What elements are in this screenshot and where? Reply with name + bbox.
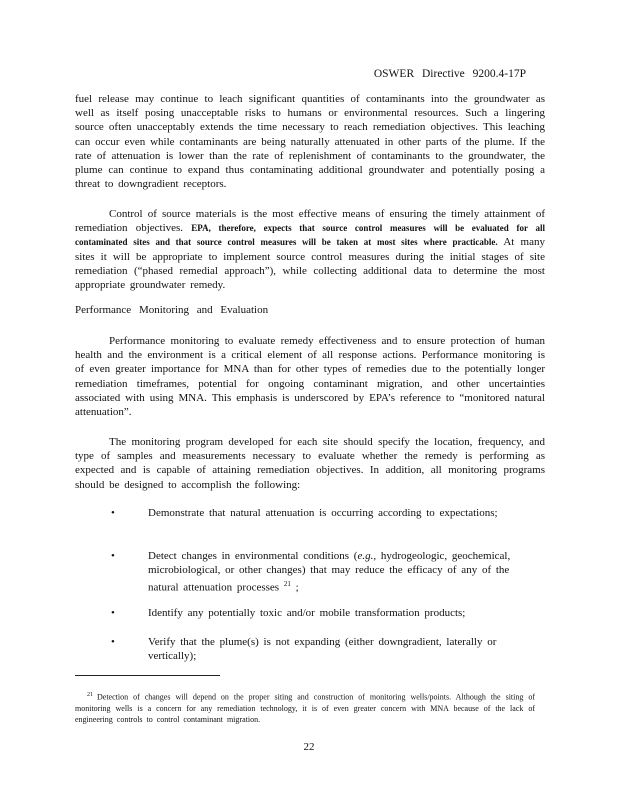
- paragraph-performance-monitoring: Performance monitoring to evaluate remedy effectiveness and to ensure protection of human health and the environment is a critical element of all response actions. Performance monitoring is of even greater importance for MNA than for other types of remedies due to the potentially longer remediation timeframes, potential for ongoing contaminant migration, and other uncertainties associated with using MNA. This emphasis is underscored by EPA’s reference to “monitored natural attenuation”.: [75, 335, 545, 419]
- bullet-text-italic: e.g.: [357, 550, 374, 562]
- bullet-text-part: , hydrogeologic, geochemical, microbiological, or other changes) that may reduce the efficacy of any of the natural attenuation processes: [148, 550, 511, 595]
- directive-header: OSWER Directive 9200.4-17P: [373, 68, 526, 80]
- paragraph-monitoring-program: The monitoring program developed for each site should specify the location, frequency, and type of samples and measurements necessary to evaluate whether the remedy is performing as expected and is capable of attaining remediation objectives. In addition, all monitoring programs should be designed to accomplish the following:: [75, 436, 545, 491]
- bullet-text-part: ;: [295, 582, 299, 595]
- footnote-text: Detection of changes will depend on the proper siting and construction of monitoring wells/points. Although the siting of monitoring wells is a concern for any remediation technology, it is of even greater concern with MNA because of the lack of engineering controls to control contaminant migration.: [75, 692, 535, 724]
- epa-expectation-text: EPA, therefore, expects that source control measures will be evaluated for all contaminated sites and that source control measures will be taken at most sites where practicable.: [75, 223, 545, 248]
- footnote-divider: [75, 675, 220, 676]
- bullet-text-part: Detect changes in environmental conditions (: [148, 550, 358, 562]
- bullet-dot: •: [111, 550, 115, 562]
- footnote-reference: 21: [283, 580, 291, 589]
- bullet-text: Identify any potentially toxic and/or mobile transformation products;: [148, 607, 466, 619]
- bullet-dot: •: [111, 636, 115, 648]
- paragraph-source-release: fuel release may continue to leach significant quantities of contaminants into the groundwater as well as itself posing unacceptable risks to humans or environmental resources. Such a lingering source often unacceptably extends the time necessary to reach remediation objectives. This leaching can occur even while contaminants are being naturally attenuated in other parts of the plume. If the rate of attenuation is lower than the rate of replenishment of contaminants to the groundwater, the plume can continue to expand thus contaminating additional groundwater and potentially posing a threat to downgradient receptors.: [75, 93, 545, 191]
- bullet-text: [148, 549, 538, 595]
- footnote-mark: 21: [87, 692, 93, 698]
- bullet-dot: •: [111, 607, 115, 619]
- section-heading: Performance Monitoring and Evaluation: [75, 304, 269, 316]
- footnote: [75, 690, 535, 725]
- source-control-intro: Control of source materials is the most effective means of ensuring the timely attainment of remediation objectives.: [75, 208, 545, 235]
- paragraph-source-control: [75, 207, 545, 292]
- page-number: 22: [303, 741, 315, 753]
- bullet-text: Demonstrate that natural attenuation is occurring according to expectations;: [148, 507, 498, 519]
- bullet-text: Verify that the plume(s) is not expanding (either downgradient, laterally or vertically);: [148, 636, 497, 663]
- bullet-dot: •: [111, 507, 115, 519]
- phased-approach-text: At many sites it will be appropriate to implement source control measures during the initial stages of site remediation (“phased remedial approach”), while collecting additional data to determine the most appropriate groundwater remedy.: [75, 236, 545, 292]
